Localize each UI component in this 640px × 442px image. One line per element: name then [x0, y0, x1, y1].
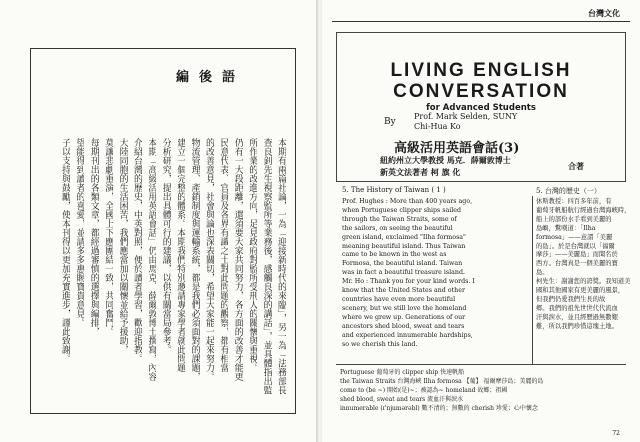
afterword-column: 介紹台灣的歷史，中英對照，便於讀者學習，歡迎指教。 — [132, 138, 142, 363]
page-number: 72 — [612, 430, 620, 437]
english-line: when Portuguese clipper ships sailed — [342, 206, 462, 214]
chinese-line: 汗與淚水，並且經歷過無數艱 — [536, 313, 618, 321]
afterword-column: 物流管理、產銷制度與運輸系統，都是我們必須面對的課題， — [189, 138, 200, 381]
chinese-line: 柯先生：謝謝您的誇獎。我知道美 — [536, 278, 631, 286]
english-line: Prof. Hughes : More than 400 years ago, — [342, 198, 473, 205]
section-heading-en: 5. The History of Taiwan ( 1 ) — [342, 186, 446, 194]
afterword-column: 大陸同胞的生活困苦，我們應當加以關懷並給予援助， — [117, 138, 128, 354]
magazine-name: 台灣文化 — [588, 8, 620, 18]
vocab-line: the Taiwan Straits 台灣海峽 Ilha formosa 【葡】 福爾摩莎島；美麗的島 — [340, 378, 544, 385]
chinese-dialogue — [536, 198, 631, 332]
credit-role: 合著 — [568, 161, 584, 171]
afterword-column: 望能得到讀者的喜愛，並請多多惠賜寶貴意見。 — [74, 138, 85, 327]
afterword-column: 本期「高級活用英語會話」仍由馬克．薛爾敦博士撰寫，內容 — [146, 138, 157, 381]
page-title: 編後語 — [176, 70, 246, 85]
right-page — [322, 0, 640, 442]
english-line: ancestors shed blood, sweat and tears — [342, 322, 465, 330]
afterword-column: 建立一個完整的體系。本期我們特別邀請專家學者就此問題 — [175, 138, 186, 372]
chinese-line: formosa」——意謂「美麗 — [536, 233, 613, 241]
chinese-line: 休斯教授：四百多年前，有 — [536, 198, 612, 205]
chinese-line: 摩莎」——美麗島」而聞名於 — [536, 251, 618, 259]
author-1: Prof. Mark Selden, SUNY — [414, 112, 518, 121]
vocab-rule — [336, 364, 626, 365]
chinese-line: 西方。台灣真是一個美麗的寶 — [536, 260, 618, 268]
subtitle: for Advanced Students — [426, 103, 536, 113]
left-page — [0, 0, 318, 442]
afterword-column: 仍有一大段距離，還須要大家共同努力，各方面的改善才能更 — [232, 138, 243, 381]
header-rule — [332, 21, 630, 22]
afterword-column: 分析研究，提出具體可行的建議，以供有關當局參考。 — [160, 138, 171, 354]
vocab-line: innumerable (ɪ'njumərəbl) 數不清的；無數的 cherish 珍愛；心中懷念 — [340, 405, 538, 412]
english-line: so we cherish this land. — [342, 340, 418, 348]
english-line: where we grew up. Generations of our — [342, 313, 466, 321]
afterword-column: 所作業的改進方向，足見政府對監所受刑人的關懷與重視。 — [247, 138, 258, 372]
afterword-column: 子以支持與鼓勵，使本刊得以更加充實進步，謹此致謝。 — [60, 138, 70, 363]
title-line-1: LIVING ENGLISH — [390, 60, 572, 81]
chinese-line: 國和其他國家有更美麗的風景， — [536, 287, 625, 295]
english-line: scenery, but we still love the homeland — [342, 304, 467, 312]
chinese-line: 鄉。我們的祖先世世代代流血 — [536, 304, 618, 312]
section-heading-zh: 5. 台灣的歷史（一） — [536, 187, 601, 195]
english-line: was in fact a beautiful treasure island. — [342, 269, 466, 277]
chinese-line: 難，所以我們珍惜這塊土地。 — [536, 322, 618, 330]
chinese-line: 船上的部份水手看到美麗的 — [536, 215, 612, 223]
english-line: and experienced innumerable hardships, — [342, 331, 473, 339]
by-label: By — [384, 117, 396, 127]
english-dialogue — [342, 198, 528, 349]
english-line: Mr. Ho : Thank you for your kind words. I — [342, 278, 475, 286]
afterword-column: 民意代表、官員及各界有識之士對此問題的觀察，都有相當 — [218, 138, 229, 372]
afterword-column: 的改善意見，社會與論也深表關切，希望大家能一起來努力。 — [204, 138, 214, 381]
chinese-title: 高級活用英語會話(3) — [394, 141, 520, 156]
vocab-line: Portuguese 葡萄牙的 clipper ship 快速帆船 — [340, 369, 465, 376]
chinese-line: 葡萄牙帆船航行經過台灣海峽時， — [536, 206, 631, 214]
title-line-2: CONVERSATION — [393, 81, 569, 102]
english-line: green island, exclaimed "Ilha formosa" — [342, 233, 466, 241]
column-divider — [532, 196, 533, 364]
english-line: came to be known in the west as — [342, 251, 447, 259]
english-line: meaning beautiful island. Thus Taiwan — [342, 242, 466, 250]
afterword-column: 莫讓悲劇重演，全國上下應團結一致，共同奮鬥。 — [103, 138, 114, 336]
chinese-line: 的島」。於是台灣就以「福爾 — [536, 242, 615, 250]
chinese-line: 島嶼，驚嘆道：「Ilha — [536, 224, 596, 232]
author-2: Chi-Hua Ko — [414, 122, 461, 131]
english-line: Formosa, the beautiful island. Taiwan — [342, 260, 463, 268]
vocabulary-notes — [340, 368, 630, 413]
afterword-column: 本期有兩篇社論，一為「迎接新時代的來臨」，另一為「法務部長 — [276, 138, 286, 395]
afterword-column: 每期刊出的各類文章，都經過審慎的選擇與編排， — [88, 138, 99, 336]
credit-line-1: 紐約州立大學教授 馬克．薛爾敦博士 — [380, 155, 511, 165]
chinese-line: 但我們仍愛我們生長的故 — [536, 295, 606, 303]
english-line: through the Taiwan Straits, some of — [342, 215, 457, 223]
vocab-line: shed blood, sweat and tears 流血汗與淚水 — [340, 396, 464, 403]
credit-line-2: 新英文法著者 柯 旗 化 — [380, 167, 461, 177]
english-line: the sailors, on seeing the beautiful — [342, 224, 453, 232]
english-line: know that the United States and other — [342, 287, 465, 295]
vocab-line: come to (be ~) 開始(是)~；被認為~ homeland 故鄉；祖國 — [340, 387, 508, 394]
chinese-line: 島。 — [536, 269, 549, 277]
afterword-column: 查良釗先生視察監所等業務後，感觸良深的講話」，並具體指出監 — [261, 138, 272, 395]
english-line: countries have even more beautiful — [342, 295, 456, 303]
